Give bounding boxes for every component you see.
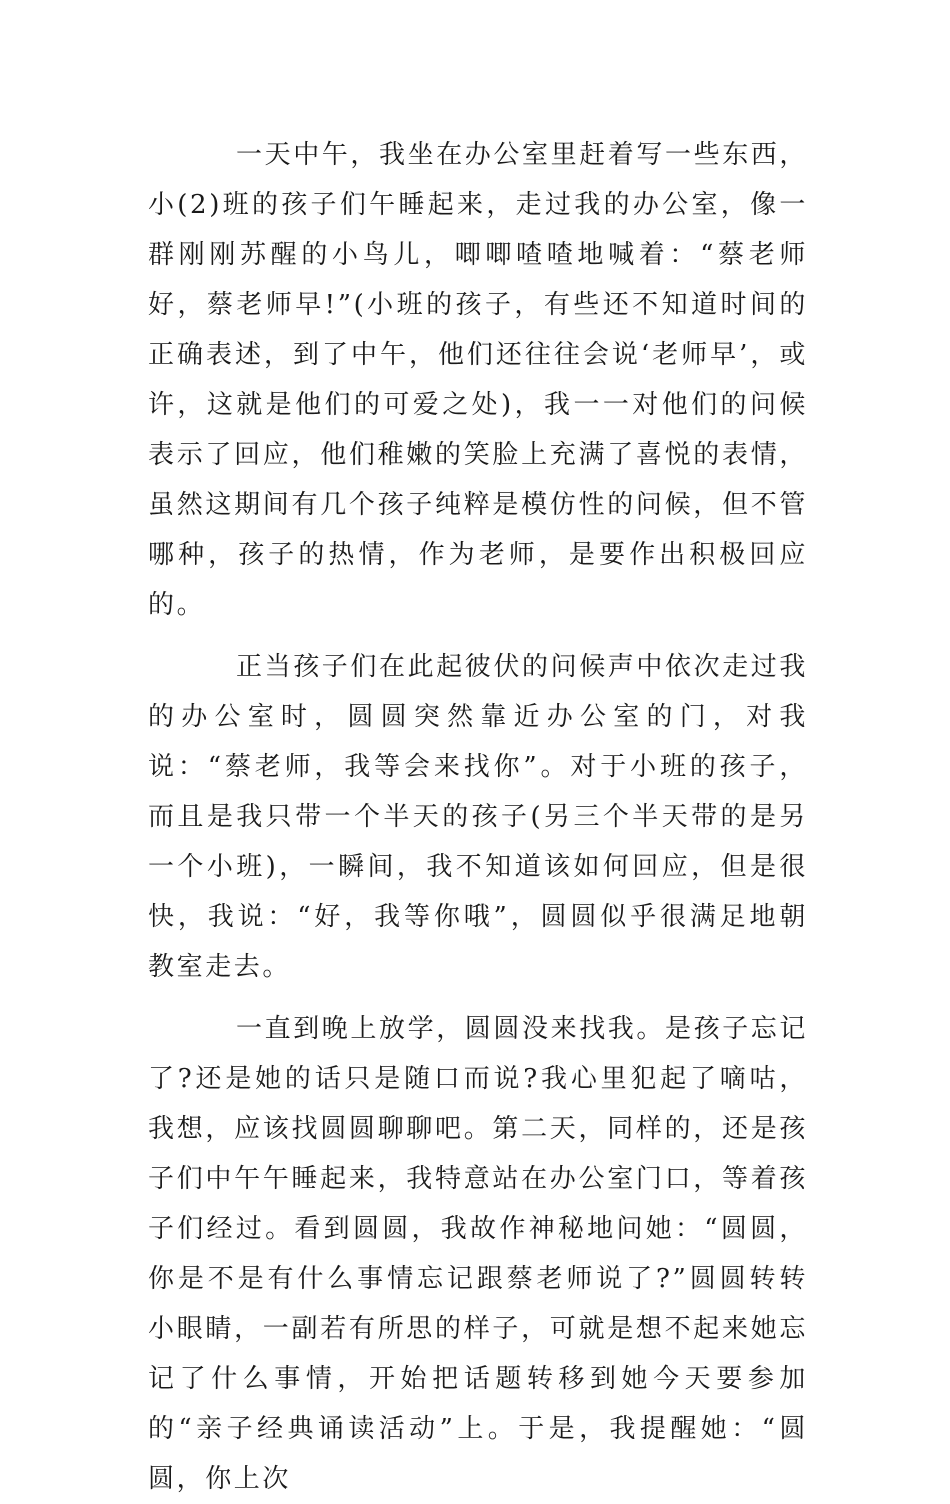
paragraph-2: 正当孩子们在此起彼伏的问候声中依次走过我的办公室时，圆圆突然靠近办公室的门，对我说：“蔡老师，我等会来找你”。对于小班的孩子，而且是我只带一个半天的孩子(另三个半天带的是另一个小班)，一瞬间，我不知道该如何回应，但是很快，我说：“好，我等你哦”，圆圆似乎很满足地朝教室走去。 [148,652,809,982]
paragraph-1: 一天中午，我坐在办公室里赶着写一些东西，小(2)班的孩子们午睡起来，走过我的办公室，像一群刚刚苏醒的小鸟儿，唧唧喳喳地喊着：“蔡老师好，蔡老师早!”(小班的孩子，有些还不知道时间的正确表述，到了中午，他们还往往会说‘老师早’，或许，这就是他们的可爱之处)，我一一对他们的问候表示了回应，他们稚嫩的笑脸上充满了喜悦的表情，虽然这期间有几个孩子纯粹是模仿性的问候，但不管哪种，孩子的热情，作为老师，是要作出积极回应的。 [148,140,809,620]
document-body [148,130,808,1504]
paragraph-3: 一直到晚上放学，圆圆没来找我。是孩子忘记了?还是她的话只是随口而说?我心里犯起了嘀咕，我想，应该找圆圆聊聊吧。第二天，同样的，还是孩子们中午午睡起来，我特意站在办公室门口，等着孩子们经过。看到圆圆，我故作神秘地问她：“圆圆，你是不是有什么事情忘记跟蔡老师说了?”圆圆转转小眼睛，一副若有所思的样子，可就是想不起来她忘记了什么事情，开始把话题转移到她今天要参加的“亲子经典诵读活动”上。于是，我提醒她：“圆圆，你上次 [148,1014,809,1494]
